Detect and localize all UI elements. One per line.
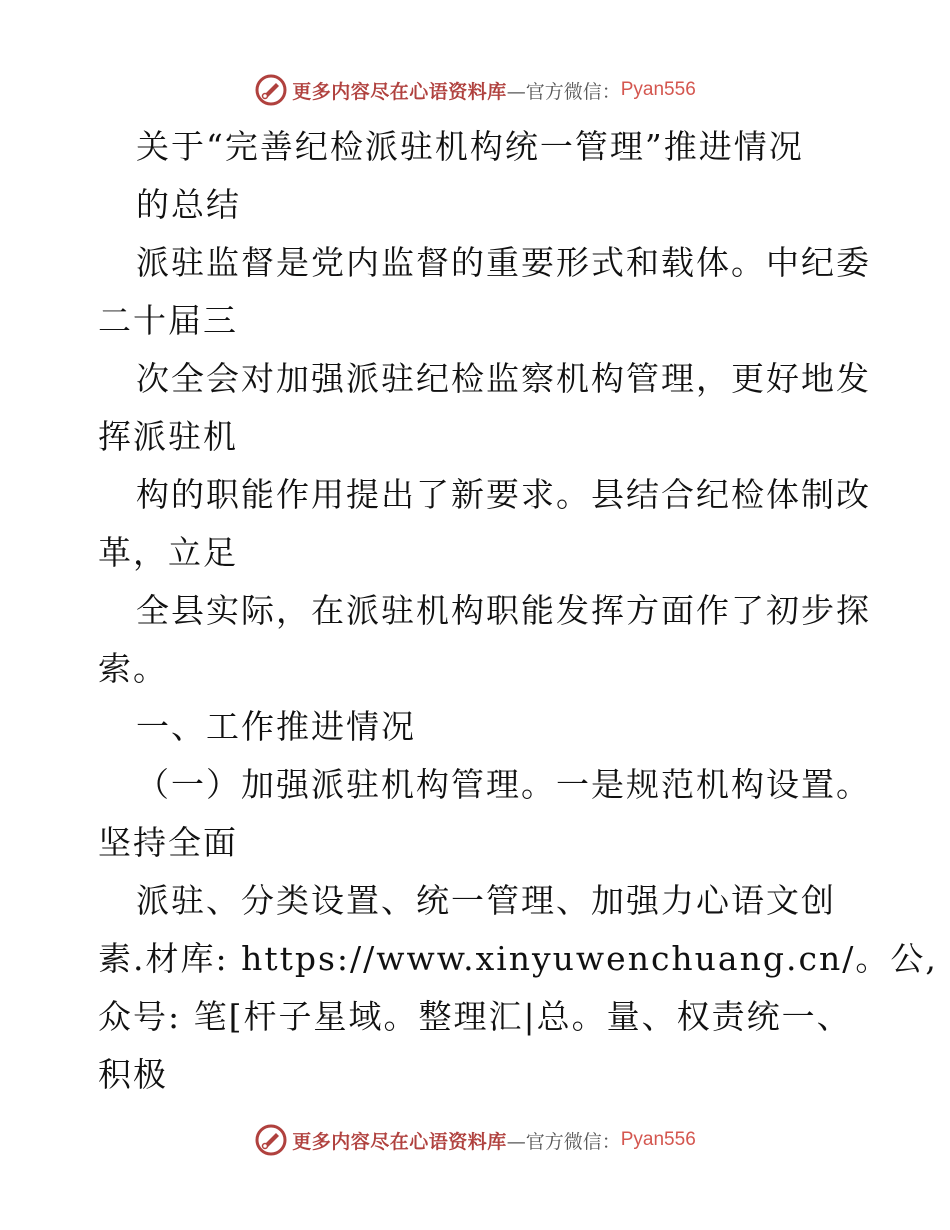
watermark-banner-top xyxy=(0,70,950,110)
paragraph-line: 素.材库: https://www.xinyuwenchuang.cn/。公, xyxy=(98,939,938,978)
watermark-wechat-id: Pyan556 xyxy=(620,79,696,100)
paragraph-line: 派驻、分类设置、统一管理、加强力心语文创 xyxy=(136,881,836,920)
paragraph-line: 挥派驻机 xyxy=(98,417,238,456)
paragraph-line: 积极 xyxy=(98,1055,168,1094)
watermark-wechat-id: Pyan556 xyxy=(620,1129,696,1150)
paragraph-line: 次全会对加强派驻纪检监察机构管理，更好地发 xyxy=(136,359,871,398)
watermark-title: 更多内容尽在心语资料库 xyxy=(292,80,507,103)
paragraph-line: 索。 xyxy=(98,649,168,688)
paragraph-line: 众号: 笔[杆子星域。整理汇|总。量、权责统一、 xyxy=(98,997,852,1036)
paragraph-line: 全县实际，在派驻机构职能发挥方面作了初步探 xyxy=(136,591,871,630)
watermark-label: —官方微信： xyxy=(506,1130,621,1153)
paragraph-line: 坚持全面 xyxy=(98,823,238,862)
logo-icon xyxy=(254,73,288,107)
paragraph-line: 二十届三 xyxy=(98,301,238,340)
section-heading: 一、工作推进情况 xyxy=(136,707,416,746)
paragraph-line: 革，立足 xyxy=(98,533,238,572)
document-body xyxy=(98,118,938,1104)
paragraph-line: 派驻监督是党内监督的重要形式和载体。中纪委 xyxy=(136,243,871,282)
paragraph-line: 构的职能作用提出了新要求。县结合纪检体制改 xyxy=(136,475,871,514)
document-title-line-1: 关于“完善纪检派驻机构统一管理”推进情况 xyxy=(136,127,804,166)
logo-icon xyxy=(254,1123,288,1157)
watermark-label: —官方微信： xyxy=(506,80,621,103)
watermark-banner-bottom xyxy=(0,1120,950,1160)
document-title-line-2: 的总结 xyxy=(136,185,241,224)
watermark-title: 更多内容尽在心语资料库 xyxy=(292,1130,507,1153)
subsection-heading: （一）加强派驻机构管理。一是规范机构设置。 xyxy=(136,765,871,804)
